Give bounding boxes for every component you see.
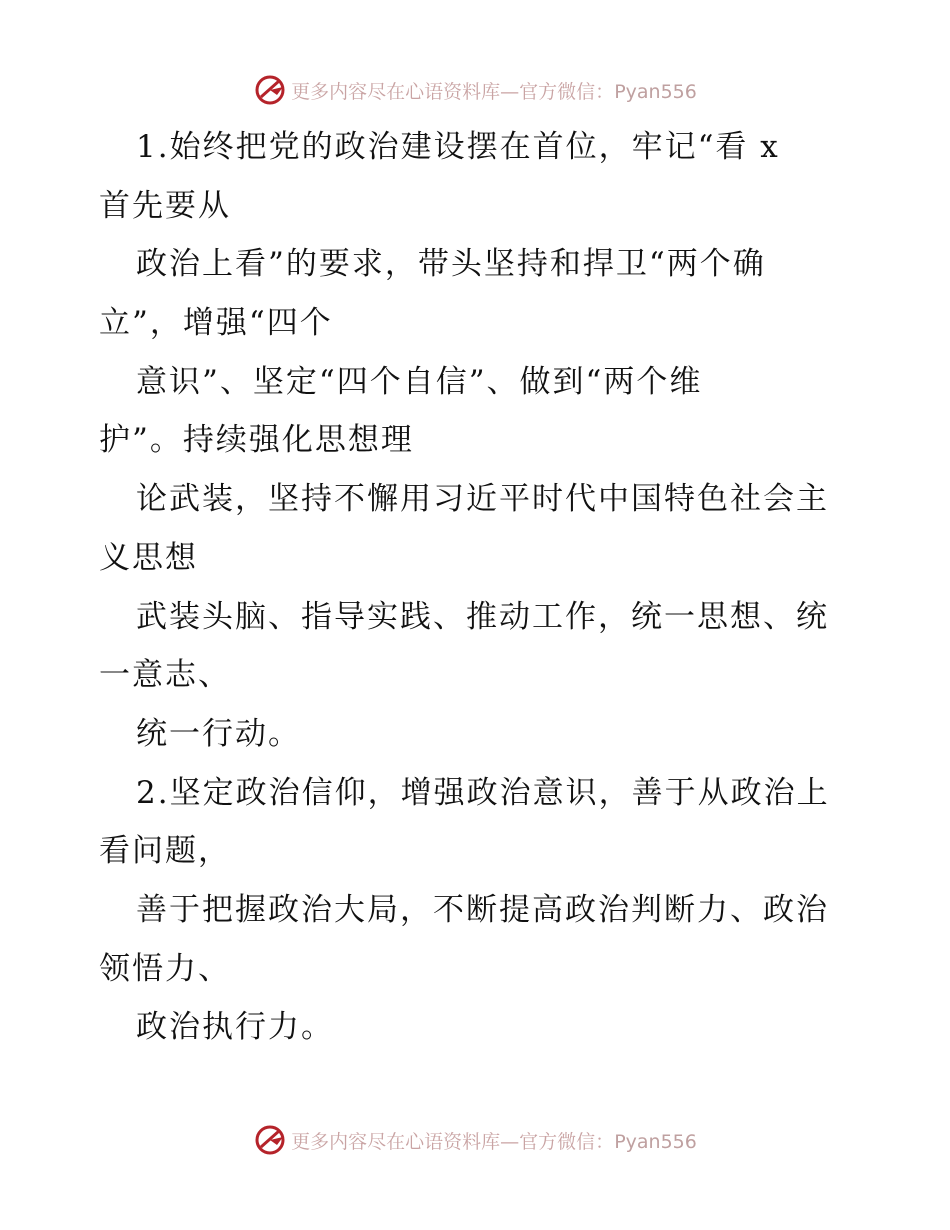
body-line: 首先要从 <box>99 187 231 224</box>
document-body <box>99 118 859 1057</box>
header-banner <box>0 72 950 108</box>
body-line: 2.坚定政治信仰，增强政治意识，善于从政治上 <box>136 774 830 811</box>
body-line: 一意志、 <box>99 657 231 694</box>
body-line: 领悟力、 <box>99 950 231 987</box>
header-banner-main: 更多内容尽在心语资料库 <box>291 80 501 103</box>
body-line: 政治上看”的要求，带头坚持和捍卫“两个确 <box>136 246 766 283</box>
body-line: 意识”、坚定“四个自信”、做到“两个维 <box>136 363 703 400</box>
body-line: 义思想 <box>99 539 198 576</box>
footer-banner-id: Pyan556 <box>614 1130 697 1153</box>
footer-banner <box>0 1122 950 1158</box>
body-line: 论武装，坚持不懈用习近平时代中国特色社会主 <box>136 481 829 518</box>
body-line: 武装头脑、指导实践、推动工作，统一思想、统 <box>136 598 829 635</box>
body-line: 善于把握政治大局，不断提高政治判断力、政治 <box>136 891 829 928</box>
header-banner-sep: — <box>500 80 520 103</box>
footer-banner-wechat: 官方微信： <box>519 1130 615 1153</box>
header-banner-text <box>291 77 697 104</box>
body-line: 立”，增强“四个 <box>99 305 333 342</box>
header-banner-id: Pyan556 <box>614 80 697 103</box>
footer-banner-main: 更多内容尽在心语资料库 <box>291 1130 501 1153</box>
footer-banner-text <box>291 1127 697 1154</box>
body-line: 护”。持续强化思想理 <box>99 422 414 459</box>
body-line: 政治执行力。 <box>136 1009 334 1046</box>
footer-banner-sep: — <box>500 1130 520 1153</box>
header-banner-wechat: 官方微信： <box>519 80 615 103</box>
brand-logo-icon <box>253 73 287 107</box>
body-line: 统一行动。 <box>136 715 301 752</box>
brand-logo-icon <box>253 1123 287 1157</box>
body-line: 1.始终把党的政治建设摆在首位，牢记“看 x <box>136 129 780 165</box>
body-line: 看问题， <box>99 833 231 870</box>
